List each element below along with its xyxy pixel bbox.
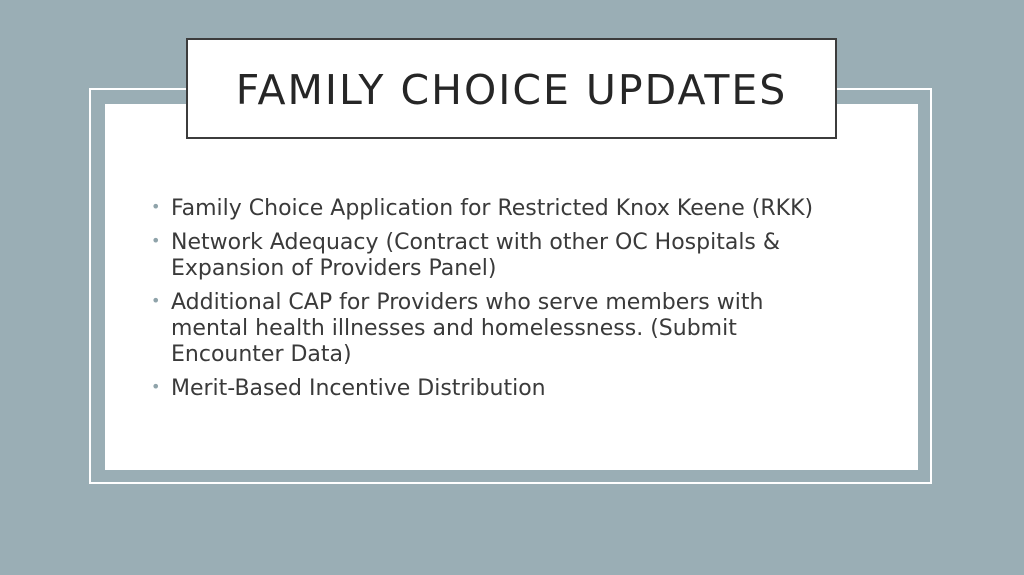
bullet-list [151, 196, 831, 410]
bullet-text: Merit-Based Incentive Distribution [171, 376, 546, 401]
bullet-dot-icon: • [151, 197, 161, 216]
bullet-item [151, 376, 831, 402]
bullet-item [151, 230, 831, 282]
bullet-item [151, 290, 831, 368]
slide-title: FAMILY CHOICE UPDATES [235, 65, 788, 114]
title-box [186, 38, 837, 139]
bullet-dot-icon: • [151, 291, 161, 310]
bullet-text: Network Adequacy (Contract with other OC Hospitals & Expansion of Providers Panel) [171, 230, 781, 281]
bullet-text: Family Choice Application for Restricted Knox Keene (RKK) [171, 196, 814, 221]
bullet-text: Additional CAP for Providers who serve members with mental health illnesses and homelessness. (Submit Encounter Data) [171, 290, 764, 367]
bullet-dot-icon: • [151, 231, 161, 250]
bullet-dot-icon: • [151, 377, 161, 396]
bullet-item [151, 196, 831, 222]
